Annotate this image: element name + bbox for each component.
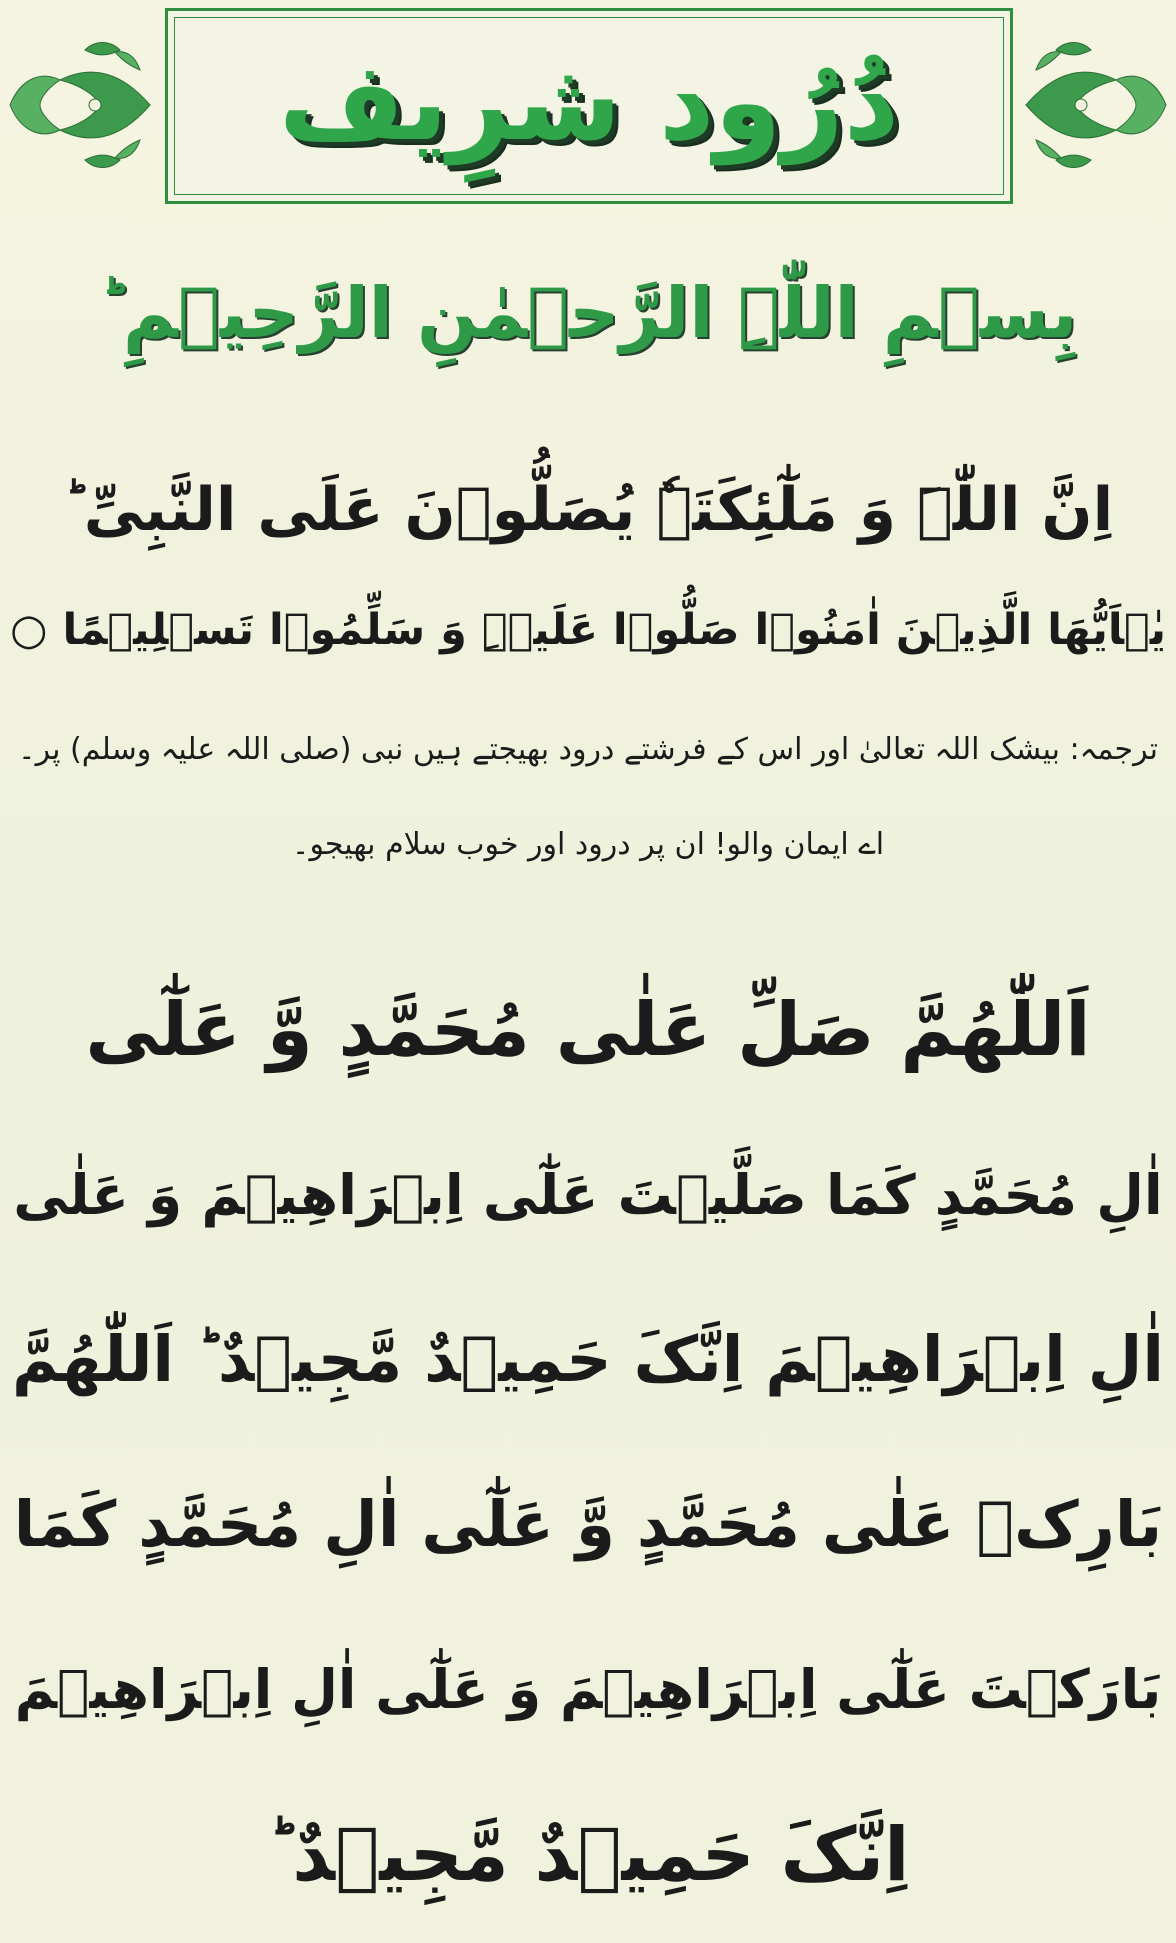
ayah-line-1: اِنَّ اللّٰہَ وَ مَلٰٓئِکَتَہٗ یُصَلُّوۡنَ عَلَی النَّبِیِّ ؕ [62, 475, 1114, 545]
page-title: دُرُود شرِیف [278, 40, 900, 165]
durood-line-4: بَارِکۡ عَلٰی مُحَمَّدٍ وَّ عَلٰٓی اٰلِ مُحَمَّدٍ کَمَا [13, 1488, 1163, 1561]
translation-line-2: اے ایمان والو! ان پر درود اور خوب سلام بھیجو۔ [291, 827, 885, 862]
durood-line-6: اِنَّکَ حَمِیۡدٌ مَّجِیۡدٌ ؕ [266, 1812, 910, 1898]
ayah-line-2: یٰۤاَیُّھَا الَّذِیۡنَ اٰمَنُوۡا صَلُّوۡا عَلَیۡہِ وَ سَلِّمُوۡا تَسۡلِیۡمًا ○ [9, 605, 1166, 655]
durood-line-5: بَارَکۡتَ عَلٰٓی اِبۡرَاھِیۡمَ وَ عَلٰٓی اٰلِ اِبۡرَاھِیۡمَ [14, 1658, 1162, 1721]
translation-line-1: ترجمہ: بیشک اللہ تعالیٰ اور اس کے فرشتے درود بھیجتے ہیں نبی (صلی اللہ علیہ وسلم) پر۔ [17, 732, 1158, 767]
durood-line-3: اٰلِ اِبۡرَاھِیۡمَ اِنَّکَ حَمِیۡدٌ مَّجِیۡدٌ ؕ اَللّٰھُمَّ [12, 1323, 1164, 1396]
durood-line-2: اٰلِ مُحَمَّدٍ کَمَا صَلَّیۡتَ عَلٰٓی اِبۡرَاھِیۡمَ وَ عَلٰی [13, 1163, 1163, 1227]
right-floral-ornament-icon [1016, 10, 1176, 200]
durood-line-1: اَللّٰھُمَّ صَلِّ عَلٰی مُحَمَّدٍ وَّ عَلٰٓی [85, 987, 1091, 1073]
left-floral-ornament-icon [0, 10, 160, 200]
bismillah: بِسۡمِ اللّٰہِ الرَّحۡمٰنِ الرَّحِیۡمِ ؕ [98, 272, 1078, 354]
title-frame [165, 8, 1013, 204]
